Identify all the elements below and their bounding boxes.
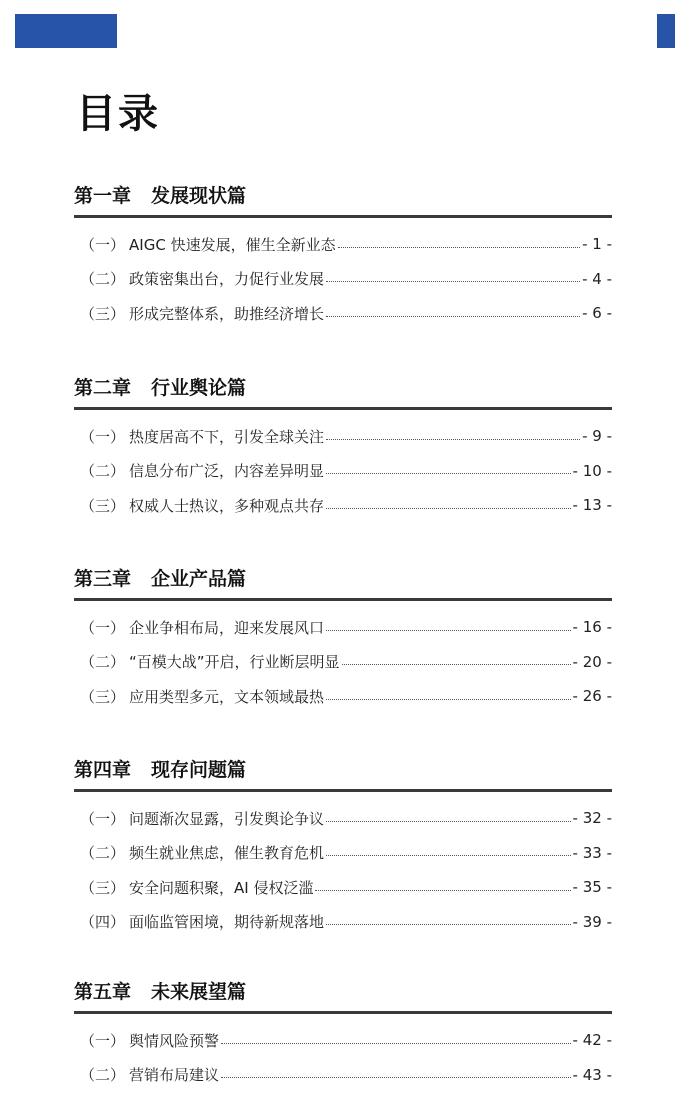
toc-entry-label <box>80 911 324 932</box>
toc-entry-prefix: （一） <box>80 1031 126 1050</box>
toc-entry-label <box>80 651 340 672</box>
toc-page-number: - 20 - <box>572 652 612 671</box>
toc-entry-prefix: （一） <box>80 809 126 828</box>
toc-entry-label <box>80 1064 219 1085</box>
toc-entry[interactable] <box>74 296 612 331</box>
page-title: 目录 <box>76 91 160 137</box>
toc-entry-prefix: （一） <box>80 427 126 446</box>
chapter-title: 未来展望篇 <box>151 981 247 1003</box>
dot-leader <box>326 473 571 474</box>
toc-page-number: - 32 - <box>572 809 612 828</box>
chapter-heading <box>74 977 612 1014</box>
toc-entry-label <box>80 303 324 324</box>
toc-entry-text: 政策密集出台，力促行业发展 <box>129 270 325 289</box>
toc-entry-prefix: （二） <box>80 462 126 481</box>
toc-entry-text: 形成完整体系，助推经济增长 <box>129 304 325 323</box>
toc-entry-prefix: （一） <box>80 235 126 254</box>
chapter-heading <box>74 373 612 410</box>
chapter-number: 第三章 <box>74 568 132 590</box>
chapter-number: 第二章 <box>74 377 132 399</box>
chapter-number: 第四章 <box>74 759 132 781</box>
toc-entry[interactable] <box>74 419 612 454</box>
toc-entry-prefix: （二） <box>80 1066 126 1085</box>
toc-page-number: - 4 - <box>582 269 612 288</box>
toc-entry[interactable] <box>74 454 612 489</box>
toc-entry-text: 问题渐次显露，引发舆论争议 <box>129 809 325 828</box>
toc-entry-prefix: （四） <box>80 913 126 932</box>
chapter-section <box>74 977 612 1092</box>
toc-entry-text: 企业争相布局，迎来发展风口 <box>129 618 325 637</box>
dot-leader <box>338 247 581 248</box>
toc-list <box>74 1023 612 1092</box>
toc-entry-prefix: （一） <box>80 618 126 637</box>
chapter-title: 现存问题篇 <box>151 759 247 781</box>
toc-entry-label <box>80 495 324 516</box>
toc-entry[interactable] <box>74 1058 612 1093</box>
toc-entry-prefix: （二） <box>80 270 126 289</box>
toc-entry-label <box>80 808 324 829</box>
toc-list <box>74 610 612 714</box>
dot-leader <box>326 855 571 856</box>
toc-entry-text: 权威人士热议，多种观点共存 <box>129 496 325 515</box>
toc-entry-label <box>80 460 324 481</box>
toc-entry[interactable] <box>74 679 612 714</box>
toc-page-number: - 1 - <box>582 235 612 254</box>
dot-leader <box>326 630 571 631</box>
dot-leader <box>326 316 580 317</box>
toc-entry-text: 营销布局建议 <box>129 1066 220 1085</box>
toc-entry[interactable] <box>74 227 612 262</box>
toc-entry[interactable] <box>74 836 612 871</box>
dot-leader <box>326 821 571 822</box>
dot-leader <box>315 890 570 891</box>
toc-list <box>74 227 612 331</box>
chapter-number: 第五章 <box>74 981 132 1003</box>
dot-leader <box>342 664 571 665</box>
toc-entry-prefix: （三） <box>80 496 126 515</box>
toc-entry[interactable] <box>74 262 612 297</box>
toc-entry[interactable] <box>74 488 612 523</box>
toc-entry[interactable] <box>74 1023 612 1058</box>
toc-page-number: - 42 - <box>572 1031 612 1050</box>
toc-entry-text: 应用类型多元，文本领域最热 <box>129 687 325 706</box>
toc-entry-text: 频生就业焦虑，催生教育危机 <box>129 844 325 863</box>
chapter-heading <box>74 564 612 601</box>
toc-entry-text: AIGC 快速发展，催生全新业态 <box>129 235 336 254</box>
chapter-section <box>74 181 612 331</box>
toc-page-number: - 10 - <box>572 461 612 480</box>
toc-entry-text: 热度居高不下，引发全球关注 <box>129 427 325 446</box>
toc-entry[interactable] <box>74 870 612 905</box>
toc-entry-prefix: （三） <box>80 304 126 323</box>
toc-page-number: - 9 - <box>582 427 612 446</box>
toc-page-number: - 16 - <box>572 618 612 637</box>
toc-entry[interactable] <box>74 645 612 680</box>
toc-entry-label <box>80 686 324 707</box>
chapter-section <box>74 755 612 939</box>
dot-leader <box>326 439 580 440</box>
dot-leader <box>326 281 580 282</box>
toc-page-number: - 39 - <box>572 912 612 931</box>
header-accent-bar-left <box>15 14 117 48</box>
header-accent-bar-right <box>657 14 675 48</box>
toc-entry-prefix: （三） <box>80 878 126 897</box>
chapter-title: 发展现状篇 <box>151 185 247 207</box>
toc-entry-text: 面临监管困境，期待新规落地 <box>129 913 325 932</box>
chapter-heading <box>74 181 612 218</box>
toc-entry-text: 安全问题积聚，AI 侵权泛滥 <box>129 878 314 897</box>
dot-leader <box>221 1043 571 1044</box>
toc-entry-prefix: （三） <box>80 687 126 706</box>
toc-page-number: - 13 - <box>572 496 612 515</box>
toc-entry-prefix: （二） <box>80 844 126 863</box>
toc-page-number: - 43 - <box>572 1065 612 1084</box>
toc-entry[interactable] <box>74 801 612 836</box>
dot-leader <box>326 508 571 509</box>
dot-leader <box>326 924 571 925</box>
toc-page-number: - 26 - <box>572 687 612 706</box>
toc-entry[interactable] <box>74 610 612 645</box>
toc-entry-label <box>80 234 336 255</box>
chapter-number: 第一章 <box>74 185 132 207</box>
toc-entry-text: 舆情风险预警 <box>129 1031 220 1050</box>
chapter-section <box>74 373 612 523</box>
toc-page-number: - 33 - <box>572 843 612 862</box>
toc-entry-label <box>80 877 313 898</box>
dot-leader <box>326 699 571 700</box>
toc-entry-text: “百模大战”开启，行业断层明显 <box>129 653 340 672</box>
toc-entry[interactable] <box>74 905 612 940</box>
toc-entry-label <box>80 1030 219 1051</box>
toc-entry-label <box>80 617 324 638</box>
chapter-heading <box>74 755 612 792</box>
toc-entry-label <box>80 268 324 289</box>
toc-page-number: - 6 - <box>582 304 612 323</box>
chapter-title: 行业舆论篇 <box>151 377 247 399</box>
chapter-section <box>74 564 612 714</box>
toc-entry-label <box>80 842 324 863</box>
toc-entry-text: 信息分布广泛，内容差异明显 <box>129 462 325 481</box>
toc-entry-prefix: （二） <box>80 653 126 672</box>
dot-leader <box>221 1077 571 1078</box>
toc-entry-label <box>80 426 324 447</box>
toc-list <box>74 419 612 523</box>
toc-list <box>74 801 612 939</box>
toc-page-number: - 35 - <box>572 878 612 897</box>
chapter-title: 企业产品篇 <box>151 568 247 590</box>
